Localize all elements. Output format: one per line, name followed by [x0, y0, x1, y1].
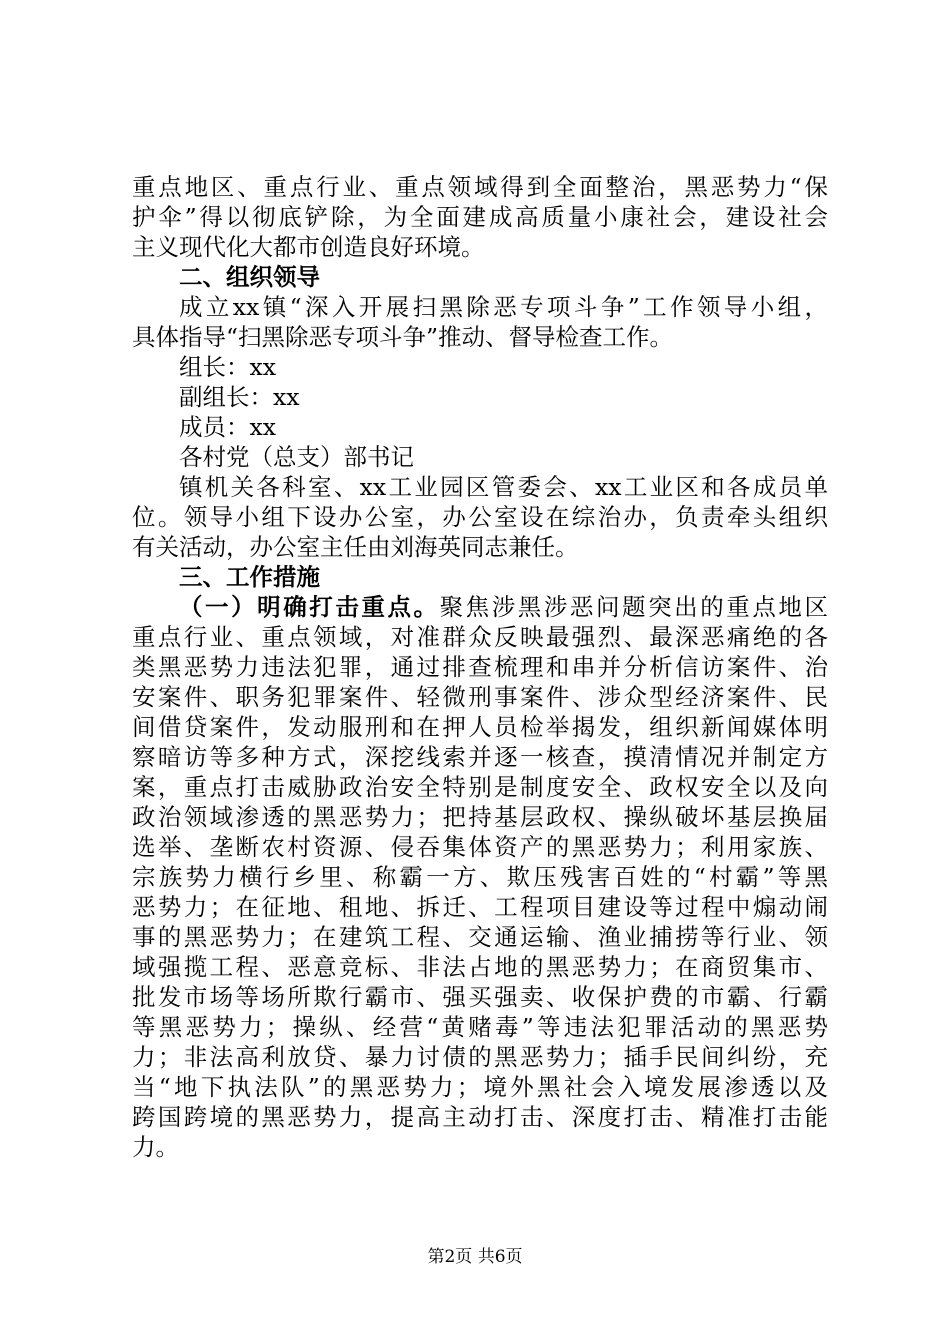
measure-lead: （一）明确打击重点。 [179, 593, 440, 621]
body-line: 间借贷案件，发动服刑和在押人员检举揭发，组织新闻媒体明 [132, 713, 828, 741]
page-footer: 第2页 共6页 [427, 1247, 523, 1267]
body-line: 察暗访等多种方式，深挖线索并逐一核查，摸清情况并制定方 [132, 743, 828, 771]
body-line: 宗族势力横行乡里、称霸一方、欺压残害百姓的“村霸”等黑 [132, 863, 828, 891]
member-line: 组长：xx [179, 353, 277, 381]
body-line: 案，重点打击威胁政治安全特别是制度安全、政权安全以及向 [132, 773, 828, 801]
body-line: 等黑恶势力；操纵、经营“黄赌毒”等违法犯罪活动的黑恶势 [132, 1013, 828, 1041]
member-line: 副组长：xx [179, 383, 300, 411]
body-line: 事的黑恶势力；在建筑工程、交通运输、渔业捕捞等行业、领 [132, 923, 828, 951]
body-line: 类黑恶势力违法犯罪，通过排查梳理和串并分析信访案件、治 [132, 653, 828, 681]
body-line: 护伞”得以彻底铲除，为全面建成高质量小康社会，建设社会 [132, 203, 828, 231]
body-line: 主义现代化大都市创造良好环境。 [132, 233, 485, 261]
body-line: 重点行业、重点领域，对准群众反映最强烈、最深恶痛绝的各 [132, 623, 828, 651]
measure-text: 聚焦涉黑涉恶问题突出的重点地区 [439, 593, 828, 621]
body-line: 恶势力；在征地、租地、拆迁、工程项目建设等过程中煽动闹 [132, 893, 828, 921]
body-line: 有关活动，办公室主任由刘海英同志兼任。 [132, 533, 579, 561]
body-line: 批发市场等场所欺行霸市、强买强卖、收保护费的市霸、行霸 [132, 983, 828, 1011]
body-line: 域强揽工程、恶意竞标、非法占地的黑恶势力；在商贸集市、 [132, 953, 828, 981]
body-line: 政治领域渗透的黑恶势力；把持基层政权、操纵破坏基层换届 [132, 803, 828, 831]
body-line: 重点地区、重点行业、重点领域得到全面整治，黑恶势力“保 [132, 173, 828, 201]
body-line: 镇机关各科室、xx工业园区管委会、xx工业区和各成员单 [179, 473, 828, 501]
member-line: 成员：xx [179, 413, 277, 441]
section-heading: 三、工作措施 [179, 563, 320, 591]
body-line: 力。 [132, 1133, 179, 1161]
body-line: 当“地下执法队”的黑恶势力；境外黑社会入境发展渗透以及 [132, 1073, 828, 1101]
body-line: 具体指导“扫黑除恶专项斗争”推动、督导检查工作。 [132, 323, 674, 351]
body-line: 位。领导小组下设办公室，办公室设在综治办，负责牵头组织 [132, 503, 828, 531]
section-heading: 二、组织领导 [179, 263, 320, 291]
body-line: 选举、垄断农村资源、侵吞集体资产的黑恶势力；利用家族、 [132, 833, 828, 861]
member-line: 各村党（总支）部书记 [179, 443, 414, 471]
body-line: 安案件、职务犯罪案件、轻微刑事案件、涉众型经济案件、民 [132, 683, 828, 711]
body-line: 跨国跨境的黑恶势力，提高主动打击、深度打击、精准打击能 [132, 1103, 828, 1131]
body-line: 力；非法高利放贷、暴力讨债的黑恶势力；插手民间纠纷，充 [132, 1043, 828, 1071]
document-body [132, 172, 828, 1162]
measure-first-line [132, 592, 828, 622]
body-line: 成立xx镇“深入开展扫黑除恶专项斗争”工作领导小组， [179, 293, 828, 321]
